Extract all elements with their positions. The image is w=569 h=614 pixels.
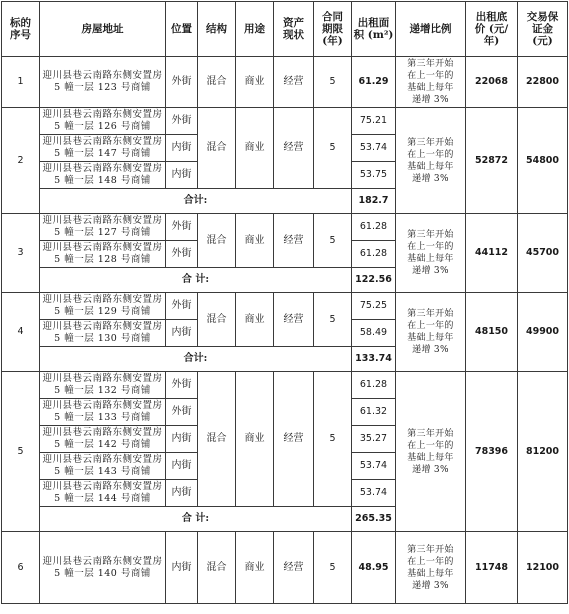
area-cell: 61.28 bbox=[352, 241, 396, 268]
lot-no: 3 bbox=[2, 214, 40, 293]
location-cell: 外街 bbox=[166, 372, 198, 399]
subtotal-area: 122.56 bbox=[352, 268, 396, 293]
deposit-cell: 22800 bbox=[518, 57, 568, 108]
subtotal-label: 合 计: bbox=[40, 268, 352, 293]
deposit-cell: 12100 bbox=[518, 532, 568, 604]
deposit-cell: 81200 bbox=[518, 372, 568, 532]
subtotal-area: 133.74 bbox=[352, 347, 396, 372]
lot-no: 6 bbox=[2, 532, 40, 604]
ratio-cell: 第三年开始 在上一年的 基础上每年 递增 3% bbox=[396, 532, 466, 604]
usage-cell: 商业 bbox=[236, 214, 274, 268]
usage-cell: 商业 bbox=[236, 108, 274, 189]
location-cell: 外街 bbox=[166, 241, 198, 268]
term-cell: 5 bbox=[314, 214, 352, 268]
location-cell: 内街 bbox=[166, 162, 198, 189]
subtotal-area: 182.7 bbox=[352, 189, 396, 214]
header-term: 合同 期限 (年) bbox=[314, 2, 352, 57]
location-cell: 内街 bbox=[166, 426, 198, 453]
header-usage: 用途 bbox=[236, 2, 274, 57]
location-cell: 外街 bbox=[166, 108, 198, 135]
header-structure: 结构 bbox=[198, 2, 236, 57]
deposit-cell: 54800 bbox=[518, 108, 568, 214]
location-cell: 内街 bbox=[166, 320, 198, 347]
area-cell: 53.75 bbox=[352, 162, 396, 189]
address-cell: 迎川县巷云南路东侧安置房 5 幢一层 129 号商铺 bbox=[40, 293, 166, 320]
price-cell: 52872 bbox=[466, 108, 518, 214]
status-cell: 经营 bbox=[274, 532, 314, 604]
area-cell: 61.32 bbox=[352, 399, 396, 426]
term-cell: 5 bbox=[314, 57, 352, 108]
status-cell: 经营 bbox=[274, 372, 314, 507]
structure-cell: 混合 bbox=[198, 108, 236, 189]
area-cell: 53.74 bbox=[352, 480, 396, 507]
subtotal-area: 265.35 bbox=[352, 507, 396, 532]
subtotal-label: 合计: bbox=[40, 189, 352, 214]
location-cell: 外街 bbox=[166, 293, 198, 320]
address-cell: 迎川县巷云南路东侧安置房 5 幢一层 148 号商铺 bbox=[40, 162, 166, 189]
address-cell: 迎川县巷云南路东侧安置房 5 幢一层 133 号商铺 bbox=[40, 399, 166, 426]
location-cell: 内街 bbox=[166, 135, 198, 162]
header-ratio: 递增比例 bbox=[396, 2, 466, 57]
area-cell: 58.49 bbox=[352, 320, 396, 347]
address-cell: 迎川县巷云南路东侧安置房 5 幢一层 126 号商铺 bbox=[40, 108, 166, 135]
subtotal-label: 合 计: bbox=[40, 507, 352, 532]
status-cell: 经营 bbox=[274, 57, 314, 108]
area-cell: 53.74 bbox=[352, 135, 396, 162]
header-status: 资产 现状 bbox=[274, 2, 314, 57]
location-cell: 外街 bbox=[166, 214, 198, 241]
ratio-cell: 第三年开始 在上一年的 基础上每年 递增 3% bbox=[396, 214, 466, 293]
price-cell: 44112 bbox=[466, 214, 518, 293]
lot-no: 2 bbox=[2, 108, 40, 214]
table-row bbox=[2, 214, 568, 241]
term-cell: 5 bbox=[314, 108, 352, 189]
header-area: 出租面 积 (m²) bbox=[352, 2, 396, 57]
status-cell: 经营 bbox=[274, 293, 314, 347]
structure-cell: 混合 bbox=[198, 57, 236, 108]
location-cell: 外街 bbox=[166, 399, 198, 426]
header-location: 位置 bbox=[166, 2, 198, 57]
structure-cell: 混合 bbox=[198, 293, 236, 347]
price-cell: 48150 bbox=[466, 293, 518, 372]
table-row bbox=[2, 293, 568, 320]
usage-cell: 商业 bbox=[236, 57, 274, 108]
location-cell: 内街 bbox=[166, 453, 198, 480]
deposit-cell: 45700 bbox=[518, 214, 568, 293]
header-price: 出租底 价 (元/ 年) bbox=[466, 2, 518, 57]
area-cell: 61.28 bbox=[352, 372, 396, 399]
table-row bbox=[2, 532, 568, 604]
header-no: 标的 序号 bbox=[2, 2, 40, 57]
usage-cell: 商业 bbox=[236, 532, 274, 604]
status-cell: 经营 bbox=[274, 108, 314, 189]
address-cell: 迎川县巷云南路东侧安置房 5 幢一层 127 号商铺 bbox=[40, 214, 166, 241]
address-cell: 迎川县巷云南路东侧安置房 5 幢一层 143 号商铺 bbox=[40, 453, 166, 480]
structure-cell: 混合 bbox=[198, 372, 236, 507]
area-cell: 35.27 bbox=[352, 426, 396, 453]
lot-no: 4 bbox=[2, 293, 40, 372]
term-cell: 5 bbox=[314, 293, 352, 347]
header-deposit: 交易保 证金 (元) bbox=[518, 2, 568, 57]
price-cell: 11748 bbox=[466, 532, 518, 604]
lot-no: 5 bbox=[2, 372, 40, 532]
header-address: 房屋地址 bbox=[40, 2, 166, 57]
usage-cell: 商业 bbox=[236, 293, 274, 347]
address-cell: 迎川县巷云南路东侧安置房 5 幢一层 132 号商铺 bbox=[40, 372, 166, 399]
header-row bbox=[2, 2, 568, 57]
address-cell: 迎川县巷云南路东侧安置房 5 幢一层 144 号商铺 bbox=[40, 480, 166, 507]
address-cell: 迎川县巷云南路东侧安置房 5 幢一层 128 号商铺 bbox=[40, 241, 166, 268]
location-cell: 内街 bbox=[166, 480, 198, 507]
structure-cell: 混合 bbox=[198, 532, 236, 604]
address-cell: 迎川县巷云南路东侧安置房 5 幢一层 130 号商铺 bbox=[40, 320, 166, 347]
price-cell: 78396 bbox=[466, 372, 518, 532]
address-cell: 迎川县巷云南路东侧安置房 5 幢一层 142 号商铺 bbox=[40, 426, 166, 453]
area-cell: 61.29 bbox=[352, 57, 396, 108]
table-row bbox=[2, 57, 568, 108]
address-cell: 迎川县巷云南路东侧安置房 5 幢一层 147 号商铺 bbox=[40, 135, 166, 162]
location-cell: 外街 bbox=[166, 57, 198, 108]
status-cell: 经营 bbox=[274, 214, 314, 268]
area-cell: 75.25 bbox=[352, 293, 396, 320]
price-cell: 22068 bbox=[466, 57, 518, 108]
table-row bbox=[2, 372, 568, 399]
area-cell: 53.74 bbox=[352, 453, 396, 480]
term-cell: 5 bbox=[314, 372, 352, 507]
term-cell: 5 bbox=[314, 532, 352, 604]
structure-cell: 混合 bbox=[198, 214, 236, 268]
subtotal-label: 合计: bbox=[40, 347, 352, 372]
deposit-cell: 49900 bbox=[518, 293, 568, 372]
location-cell: 内街 bbox=[166, 532, 198, 604]
ratio-cell: 第三年开始 在上一年的 基础上每年 递增 3% bbox=[396, 57, 466, 108]
lot-no: 1 bbox=[2, 57, 40, 108]
usage-cell: 商业 bbox=[236, 372, 274, 507]
address-cell: 迎川县巷云南路东侧安置房 5 幢一层 123 号商铺 bbox=[40, 57, 166, 108]
area-cell: 48.95 bbox=[352, 532, 396, 604]
ratio-cell: 第三年开始 在上一年的 基础上每年 递增 3% bbox=[396, 372, 466, 532]
ratio-cell: 第三年开始 在上一年的 基础上每年 递增 3% bbox=[396, 108, 466, 214]
address-cell: 迎川县巷云南路东侧安置房 5 幢一层 140 号商铺 bbox=[40, 532, 166, 604]
ratio-cell: 第三年开始 在上一年的 基础上每年 递增 3% bbox=[396, 293, 466, 372]
area-cell: 75.21 bbox=[352, 108, 396, 135]
table-row bbox=[2, 108, 568, 135]
rental-table bbox=[1, 1, 568, 604]
area-cell: 61.28 bbox=[352, 214, 396, 241]
